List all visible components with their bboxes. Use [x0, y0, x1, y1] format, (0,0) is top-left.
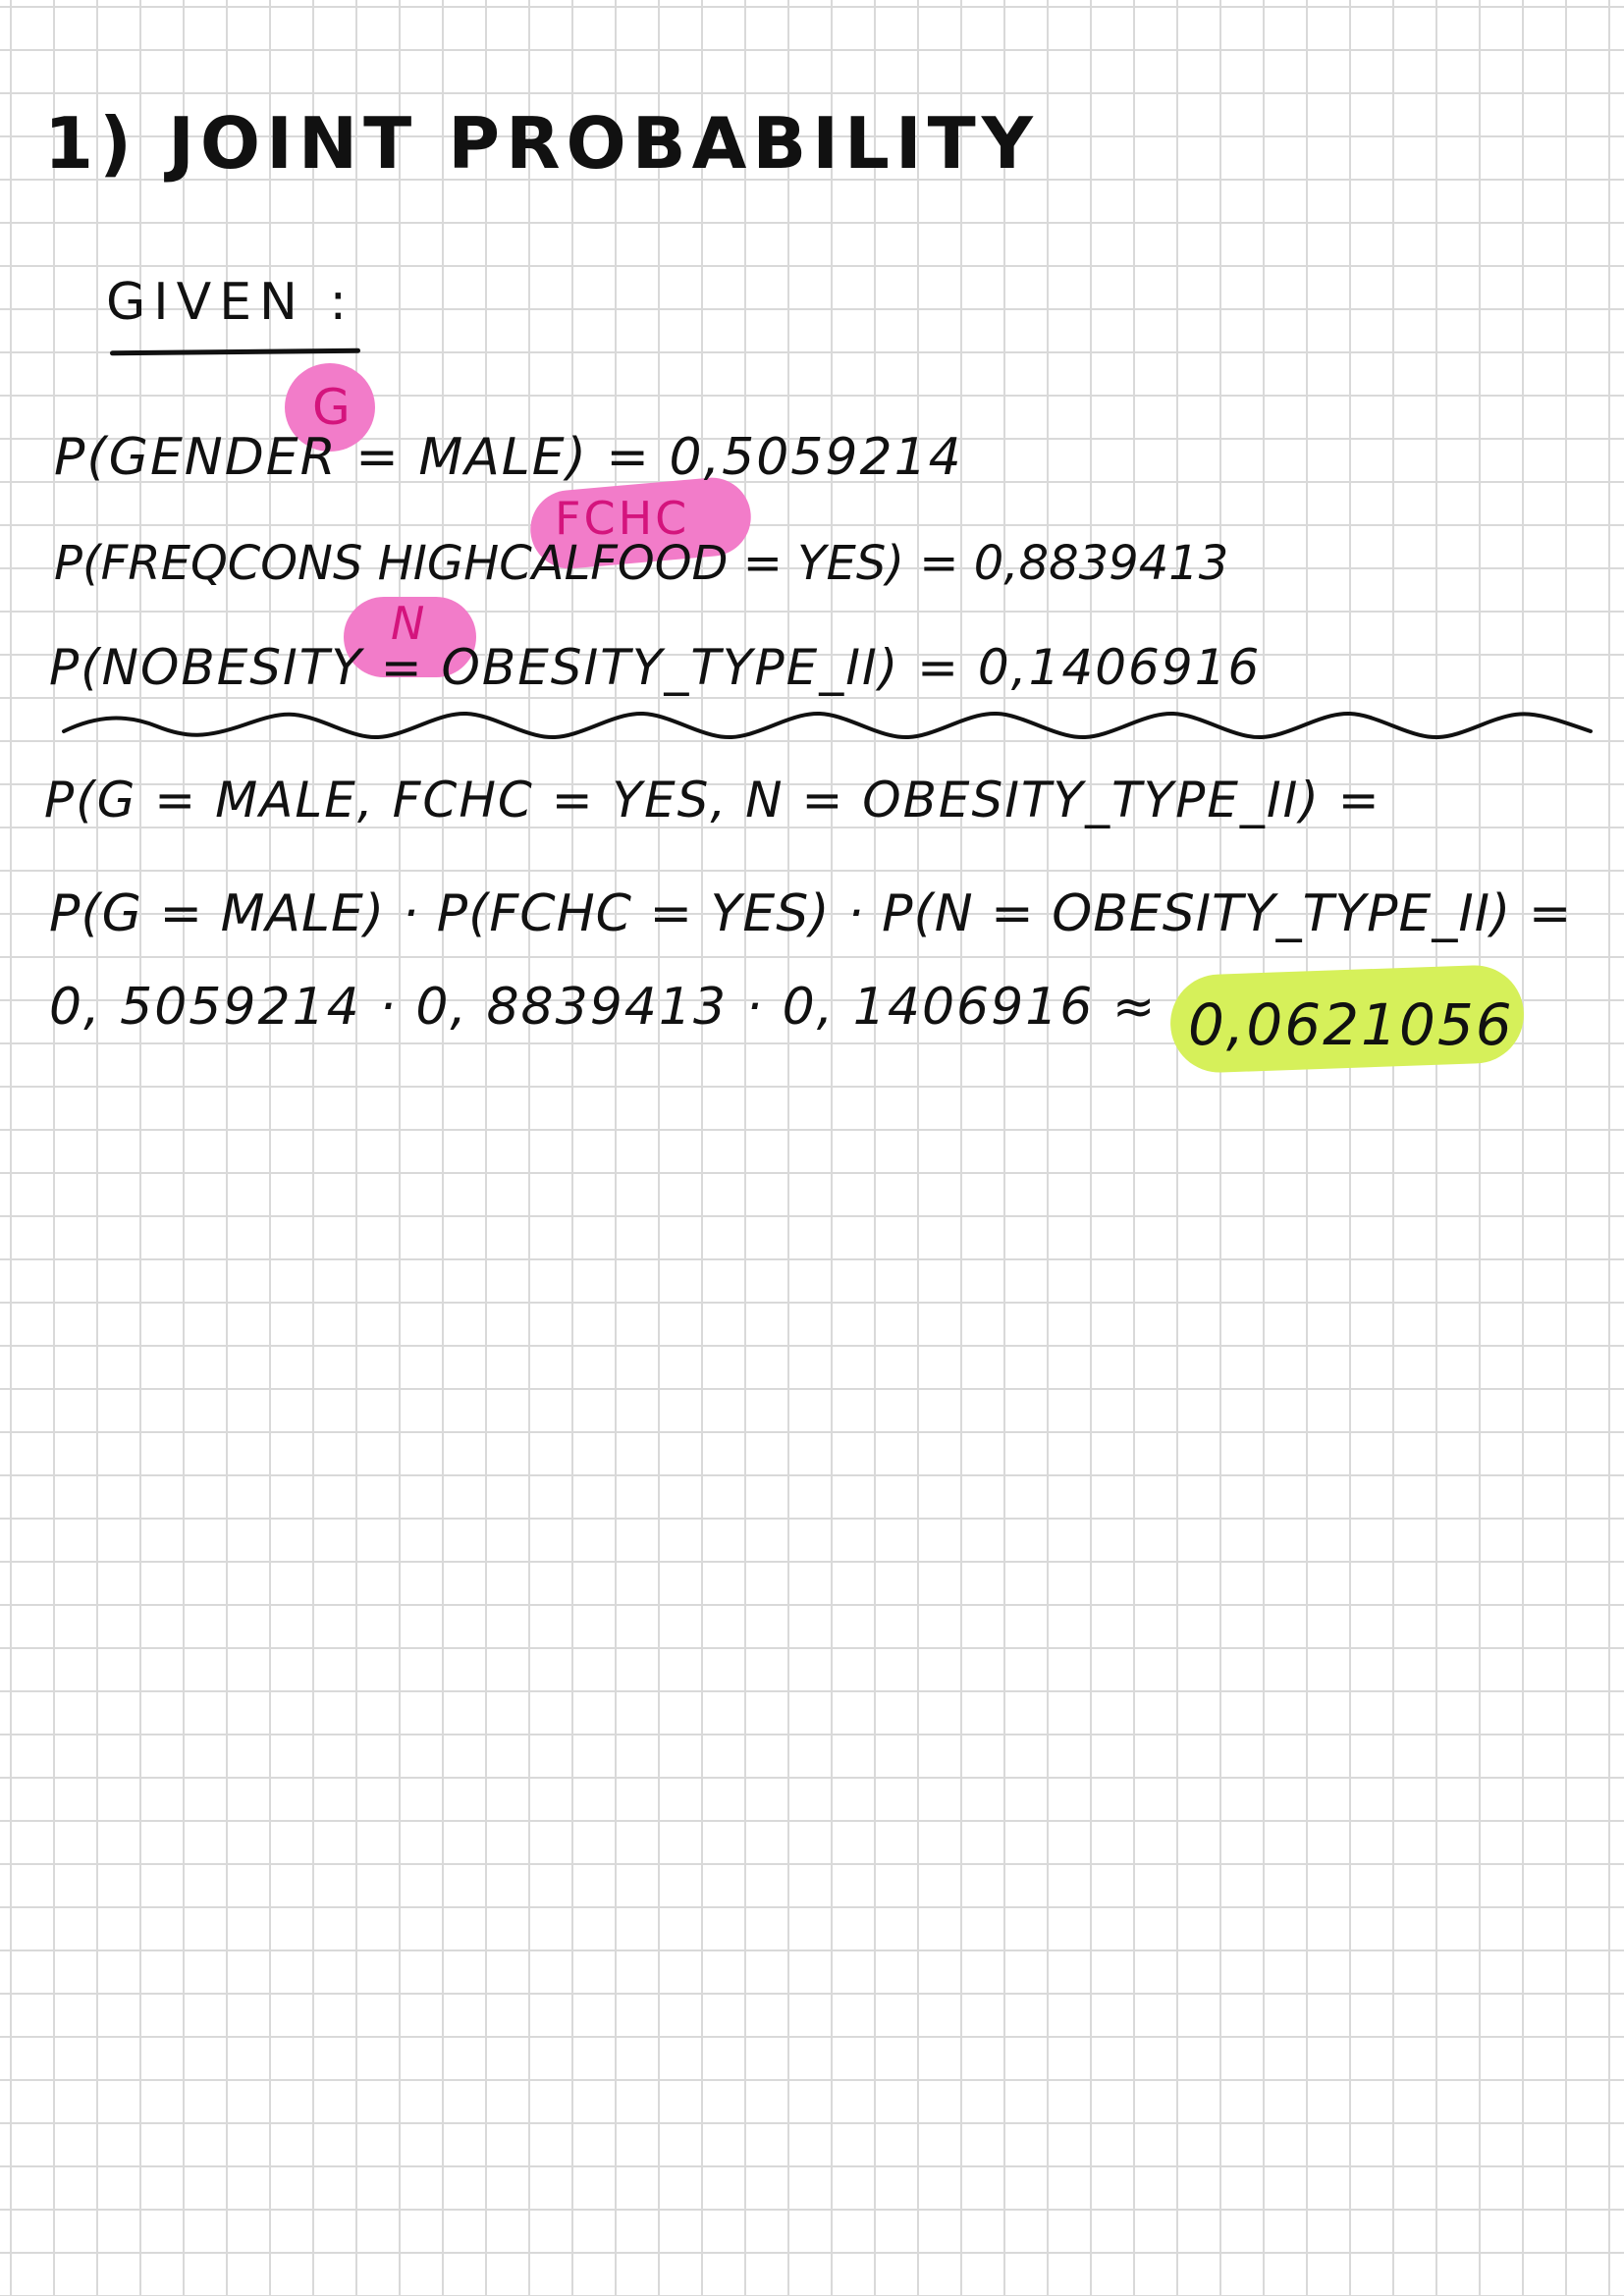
numeric-product: 0, 5059214 · 0, 8839413 · 0, 1406916 ≈ [49, 978, 1158, 1037]
gender-abbreviation: G [312, 379, 351, 436]
obesity-abbreviation: N [391, 597, 425, 650]
independence-product: P(G = MALE) · P(FCHC = YES) · P(N = OBESITY_TYPE_II) = [49, 884, 1573, 943]
given-underline [110, 348, 360, 356]
given-label: GIVEN : [106, 273, 355, 332]
page-title: 1) JOINT PROBABILITY [44, 102, 1039, 185]
joint-probability-expression: P(G = MALE, FCHC = YES, N = OBESITY_TYPE_II) = [44, 772, 1381, 828]
given-line-obesity: P(NOBESITY = OBESITY_TYPE_II) = 0,1406916 [49, 639, 1262, 696]
result-value: 0,0621056 [1188, 991, 1514, 1058]
wavy-divider [59, 697, 1610, 746]
given-line-gender: P(GENDER = MALE) = 0,5059214 [54, 428, 963, 487]
freq-cons-abbreviation: FCHC [555, 492, 690, 545]
given-line-freq-cons: P(FREQCONS HIGHCALFOOD = YES) = 0,8839413 [54, 536, 1229, 591]
